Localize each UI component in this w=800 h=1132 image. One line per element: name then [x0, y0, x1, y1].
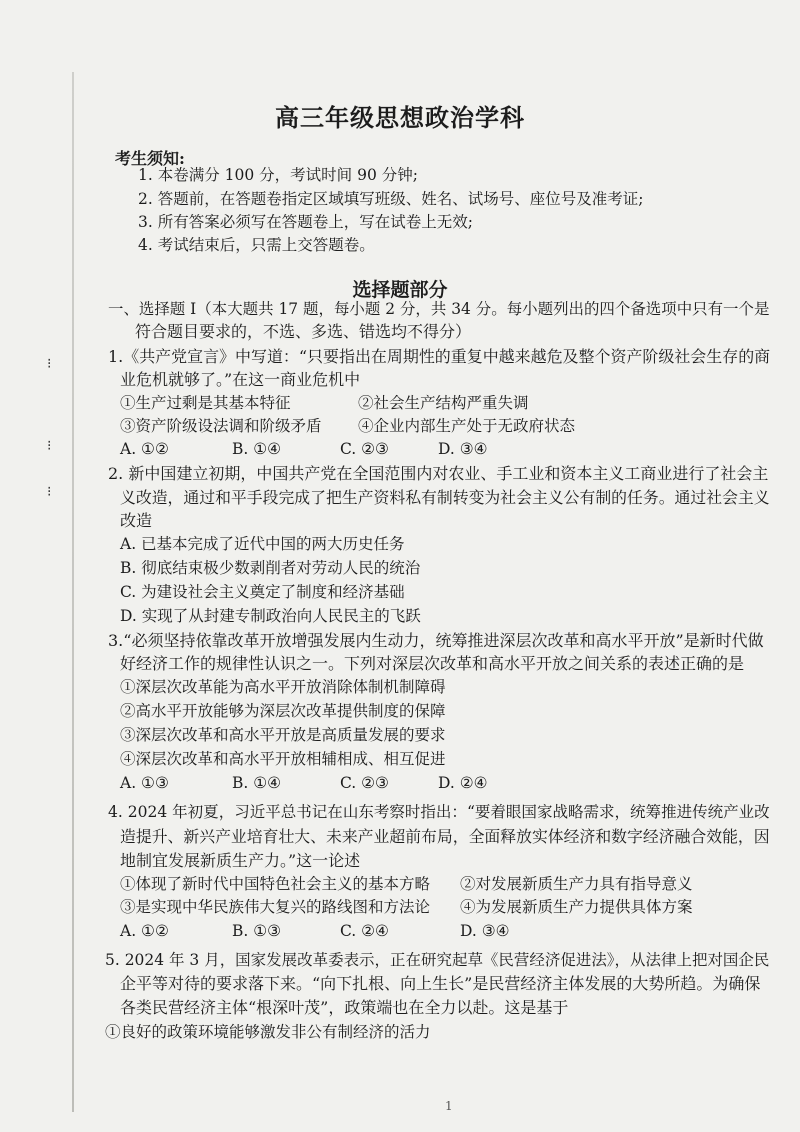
question-4-stem: 4. 2024 年初夏，习近平总书记在山东考察时指出：“要着眼国家战略需求，统筹推进传统产业改: [108, 803, 770, 821]
question-3-choice-b: B. ①④: [232, 774, 282, 792]
question-5-stem: 企平等对待的要求落下来。“向下扎根、向上生长”是民营经济主体发展的大势所趋。为确保: [120, 974, 761, 993]
question-1-choice-a: A. ①②: [120, 440, 169, 458]
question-2-choice-b: B. 彻底结束极少数剥削者对劳动人民的统治: [120, 559, 421, 577]
question-5-option: ①良好的政策环境能够激发非公有制经济的活力: [105, 1023, 431, 1041]
question-4-stem: 地制宜发展新质生产力。”这一论述: [120, 851, 361, 870]
question-3-choice-c: C. ②③: [340, 774, 389, 792]
question-4-option: ②对发展新质生产力具有指导意义: [460, 875, 693, 893]
page-number: 1: [445, 1099, 453, 1113]
question-4-choice-c: C. ②④: [340, 922, 389, 940]
part-intro: 一、选择题 I（本大题共 17 题，每小题 2 分，共 34 分。每小题列出的四个备选项中只有一个是: [108, 300, 770, 318]
question-3-option: ③深层次改革和高水平开放是高质量发展的要求: [120, 726, 446, 744]
part-intro: 符合题目要求的，不选、多选、错选均不得分）: [135, 322, 472, 341]
notice-heading: 考生须知:: [115, 149, 185, 168]
question-3-option: ①深层次改革能为高水平开放消除体制机制障碍: [120, 678, 446, 696]
question-2-stem: 2. 新中国建立初期，中国共产党在全国范围内对农业、手工业和资本主义工商业进行了社会主: [108, 464, 769, 483]
question-5-stem: 各类民营经济主体“根深叶茂”，政策端也在全力以赴。这是基于: [120, 998, 569, 1017]
question-4-option: ④为发展新质生产力提供具体方案: [460, 898, 693, 916]
question-4-choice-b: B. ①③: [232, 922, 282, 940]
question-2-choice-a: A. 已基本完成了近代中国的两大历史任务: [120, 535, 405, 553]
notice-item: 4. 考试结束后，只需上交答题卷。: [138, 236, 375, 254]
page-title: 高三年级思想政治学科: [275, 103, 525, 132]
margin-mark: ⁝: [47, 438, 52, 454]
question-4-choice-a: A. ①②: [120, 922, 169, 940]
section-title: 选择题部分: [352, 279, 448, 301]
question-3-stem: 好经济工作的规律性认识之一。下列对深层次改革和高水平开放之间关系的表述正确的是: [120, 654, 745, 673]
question-3-option: ②高水平开放能够为深层次改革提供制度的保障: [120, 702, 446, 720]
margin-mark: ⁝: [47, 356, 52, 372]
question-2-stem: 改造: [120, 511, 153, 530]
question-3-stem: 3.“必须坚持依靠改革开放增强发展内生动力，统筹推进深层次改革和高水平开放”是新时代做: [108, 631, 764, 650]
question-5-stem: 5. 2024 年 3 月，国家发展改革委表示，正在研究起草《民营经济促进法》，从法律上把对国企民: [105, 951, 770, 969]
question-1-option: ②社会生产结构严重失调: [358, 394, 529, 412]
question-3-option: ④深层次改革和高水平开放相辅相成、相互促进: [120, 750, 446, 768]
question-1-option: ①生产过剩是其基本特征: [120, 394, 291, 412]
question-1-choice-c: C. ②③: [340, 440, 389, 458]
question-4-choice-d: D. ③④: [460, 922, 510, 940]
question-4-option: ③是实现中华民族伟大复兴的路线图和方法论: [120, 898, 431, 916]
question-1-stem: 业危机就够了。”在这一商业危机中: [120, 370, 361, 389]
question-4-option: ①体现了新时代中国特色社会主义的基本方略: [120, 875, 431, 893]
page-edge-shadow: [72, 72, 74, 1112]
notice-item: 2. 答题前，在答题卷指定区域填写班级、姓名、试场号、座位号及准考证;: [138, 190, 644, 208]
question-1-stem: 1.《共产党宣言》中写道：“只要指出在周期性的重复中越来越危及整个资产阶级社会生存的商: [108, 347, 771, 366]
question-1-option: ④企业内部生产处于无政府状态: [358, 417, 576, 435]
question-1-choice-d: D. ③④: [438, 440, 488, 458]
question-1-choice-b: B. ①④: [232, 440, 282, 458]
question-1-option: ③资产阶级设法调和阶级矛盾: [120, 417, 322, 435]
margin-mark: ⁝: [47, 484, 52, 500]
question-2-stem: 义改造，通过和平手段完成了把生产资料私有制转变为社会主义公有制的任务。通过社会主义: [120, 488, 770, 507]
question-4-stem: 造提升、新兴产业培育壮大、未来产业超前布局，全面释放实体经济和数字经济融合效能，因: [120, 827, 770, 846]
notice-item: 3. 所有答案必须写在答题卷上，写在试卷上无效;: [138, 213, 473, 231]
question-2-choice-c: C. 为建设社会主义奠定了制度和经济基础: [120, 583, 405, 601]
question-2-choice-d: D. 实现了从封建专制政治向人民民主的飞跃: [120, 607, 421, 625]
question-3-choice-a: A. ①③: [120, 774, 169, 792]
question-3-choice-d: D. ②④: [438, 774, 488, 792]
notice-item: 1. 本卷满分 100 分，考试时间 90 分钟;: [138, 166, 418, 184]
